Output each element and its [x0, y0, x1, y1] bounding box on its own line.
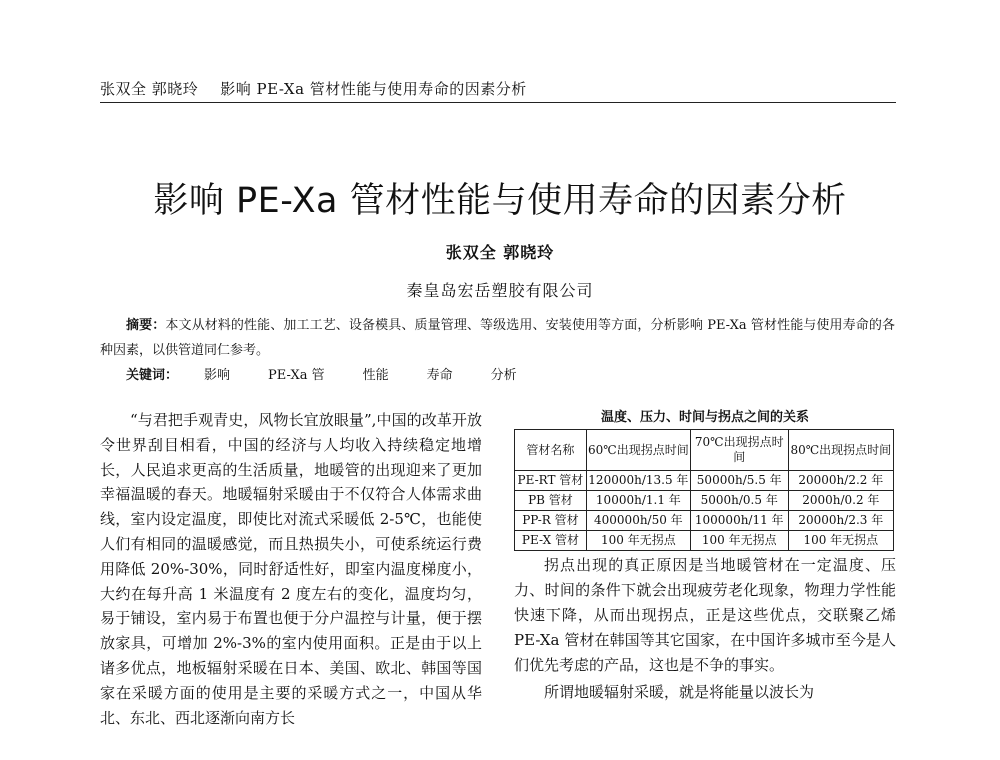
table-cell: 20000h/2.3 年: [788, 511, 893, 531]
table-cell: 100 年无拐点: [690, 531, 788, 551]
keyword: 性能: [362, 368, 389, 383]
abstract-label: 摘要：: [126, 318, 166, 333]
keyword: PE-Xa 管: [268, 368, 325, 383]
paper-authors: 张双全 郭晓玲: [445, 243, 555, 262]
table-caption: 温度、压力、时间与拐点之间的关系: [600, 410, 809, 425]
table-header-cell: 70℃出现拐点时间: [690, 430, 788, 471]
body-column-right: [514, 406, 896, 760]
body-paragraph: 拐点出现的真正原因是当地暖管材在一定温度、压力、时间的条件下就会出现疲劳老化现象，物理力学性能快速下降，从而出现拐点，正是这些优点，交联聚乙烯 PE-Xa 管材在韩国等其它国家，在中国许多城市至今是人们优先考虑的产品，这也是不争的事实。: [514, 556, 896, 674]
table-header-cell: 80℃出现拐点时间: [788, 430, 893, 471]
body-column-left: “与君把手观青史，风物长宜放眼量”,中国的改革开放令世界刮目相看，中国的经济与人均收入持续稳定地增长，人民追求更高的生活质量，地暖管的出现迎来了更加幸福温暖的春天。地暖辐射采暖由于不仅符合人体需求曲线，室内设定温度，即使比对流式采暖低 2-5℃，也能使人们有相同的温暖感觉，而且热损失小，可使系统运行费用降低 20%-30%，同时舒适性好，即室内温度梯度小，大约在每升高 1 米温度有 2 度左右的变化，温度均匀，易于铺设，室内易于布置也便于分户温控与计量，便于摆放家具，可增加 2%-3%的室内使用面积。正是由于以上诸多优点，地板辐射采暖在日本、美国、欧北、韩国等国家在采暖方面的使用是主要的采暖方式之一，中国从华北、东北、西北逐渐向南方长: [100, 411, 482, 727]
table-cell: 100000h/11 年: [690, 511, 788, 531]
keyword: 分析: [490, 368, 517, 383]
table-cell: 100 年无拐点: [788, 531, 893, 551]
table-cell: PE-RT 管材: [515, 471, 587, 491]
paper-title: 影响 PE-Xa 管材性能与使用寿命的因素分析: [153, 181, 847, 221]
table-cell: 100 年无拐点: [586, 531, 690, 551]
table-cell: 120000h/13.5 年: [586, 471, 690, 491]
table-cell: PP-R 管材: [515, 511, 587, 531]
table-cell: PE-X 管材: [515, 531, 587, 551]
table-cell: 50000h/5.5 年: [690, 471, 788, 491]
keywords: [100, 365, 895, 387]
table-row: [515, 511, 894, 531]
table-cell: 400000h/50 年: [586, 511, 690, 531]
keyword: 影响: [204, 368, 231, 383]
table-header-cell: 管材名称: [515, 430, 587, 471]
table-header-row: [515, 430, 894, 471]
abstract: [100, 313, 895, 363]
table-cell: PB 管材: [515, 491, 587, 511]
table-header-cell: 60℃出现拐点时间: [586, 430, 690, 471]
paper-affiliation: 秦皇岛宏岳塑胶有限公司: [406, 281, 594, 300]
table-cell: 5000h/0.5 年: [690, 491, 788, 511]
keyword: 寿命: [426, 368, 453, 383]
table-row: [515, 491, 894, 511]
abstract-text: 本文从材料的性能、加工工艺、设备模具、质量管理、等级选用、安装使用等方面，分析影响 PE-Xa 管材性能与使用寿命的各种因素，以供管道同仁参考。: [100, 318, 895, 358]
keywords-label: 关键词：: [126, 368, 179, 383]
table-cell: 20000h/2.2 年: [788, 471, 893, 491]
inflection-point-table: [514, 429, 894, 551]
table-cell: 10000h/1.1 年: [586, 491, 690, 511]
table-cell: 2000h/0.2 年: [788, 491, 893, 511]
running-head: [100, 78, 896, 103]
table-row: [515, 531, 894, 551]
running-head-title: 影响 PE-Xa 管材性能与使用寿命的因素分析: [220, 80, 527, 98]
table-row: [515, 471, 894, 491]
body-paragraph: 所谓地暖辐射采暖，就是将能量以波长为: [544, 683, 815, 701]
running-head-authors: 张双全 郭晓玲: [100, 80, 199, 98]
